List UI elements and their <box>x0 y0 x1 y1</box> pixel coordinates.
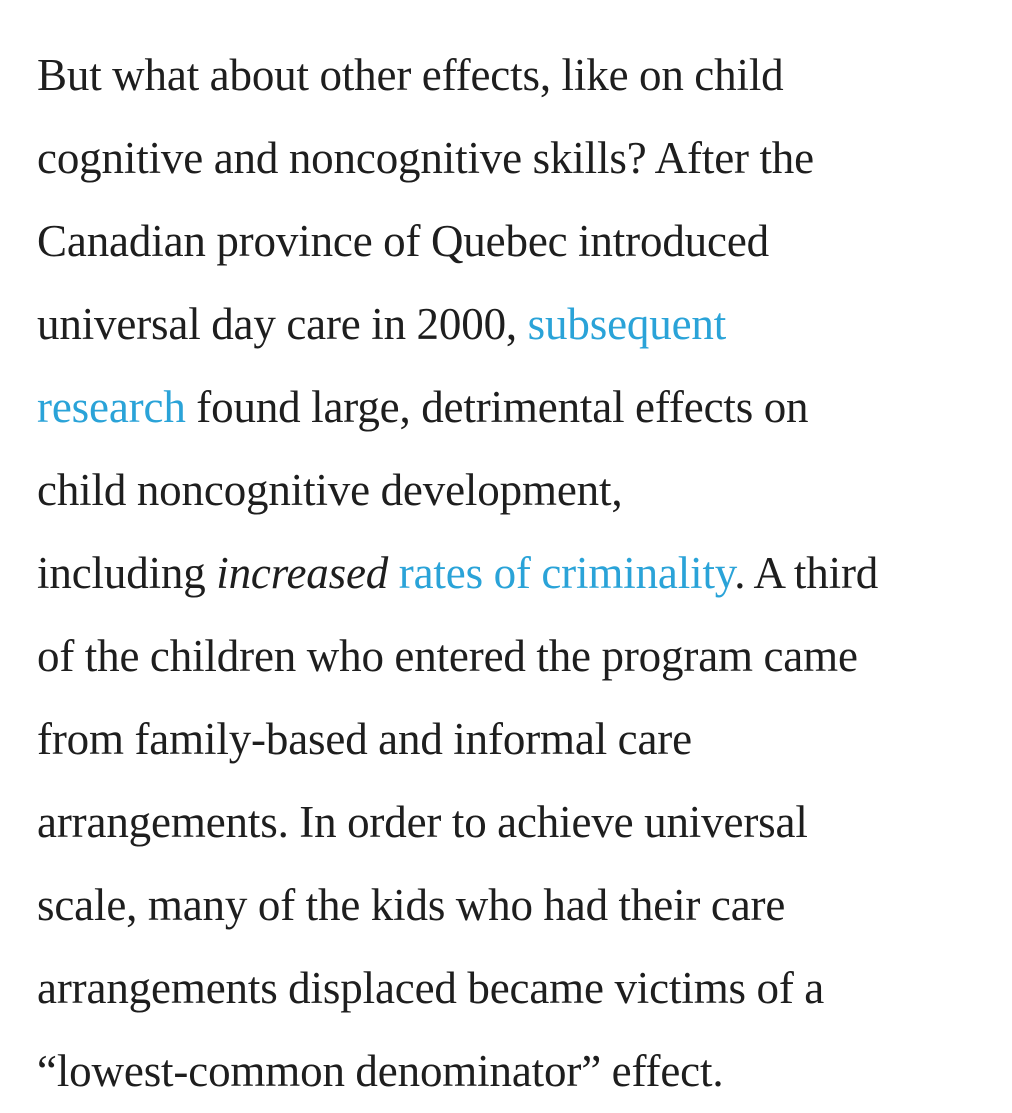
increased-emphasis: increased <box>216 548 389 598</box>
text-line-7 <box>37 532 997 615</box>
article-paragraph <box>37 34 997 1113</box>
text-line-7-prefix: including <box>37 548 217 598</box>
text-line-5-suffix: found large, detrimental effects on <box>185 382 809 432</box>
text-line-13: “lowest-common denominator” effect. <box>37 1046 724 1096</box>
rates-of-criminality-link[interactable]: rates of criminality <box>388 548 735 598</box>
text-line-2: cognitive and noncognitive skills? After the <box>37 133 814 183</box>
text-line-5 <box>37 366 997 449</box>
text-line-11: scale, many of the kids who had their care <box>37 880 786 930</box>
text-line-3: Canadian province of Quebec introduced <box>37 216 770 266</box>
text-line-7-suffix: . A third <box>734 548 879 598</box>
text-line-10: arrangements. In order to achieve universal <box>37 797 808 847</box>
text-line-9: from family-based and informal care <box>37 714 692 764</box>
text-line-12: arrangements displaced became victims of a <box>37 963 825 1013</box>
subsequent-research-link-end[interactable]: research <box>37 382 186 432</box>
text-line-1: But what about other effects, like on child <box>37 50 784 100</box>
subsequent-research-link-start[interactable]: subsequent <box>527 299 727 349</box>
text-line-4-prefix: universal day care in 2000, <box>37 299 528 349</box>
text-line-4 <box>37 283 997 366</box>
text-line-6: child noncognitive development, <box>37 465 623 515</box>
text-line-8: of the children who entered the program came <box>37 631 858 681</box>
